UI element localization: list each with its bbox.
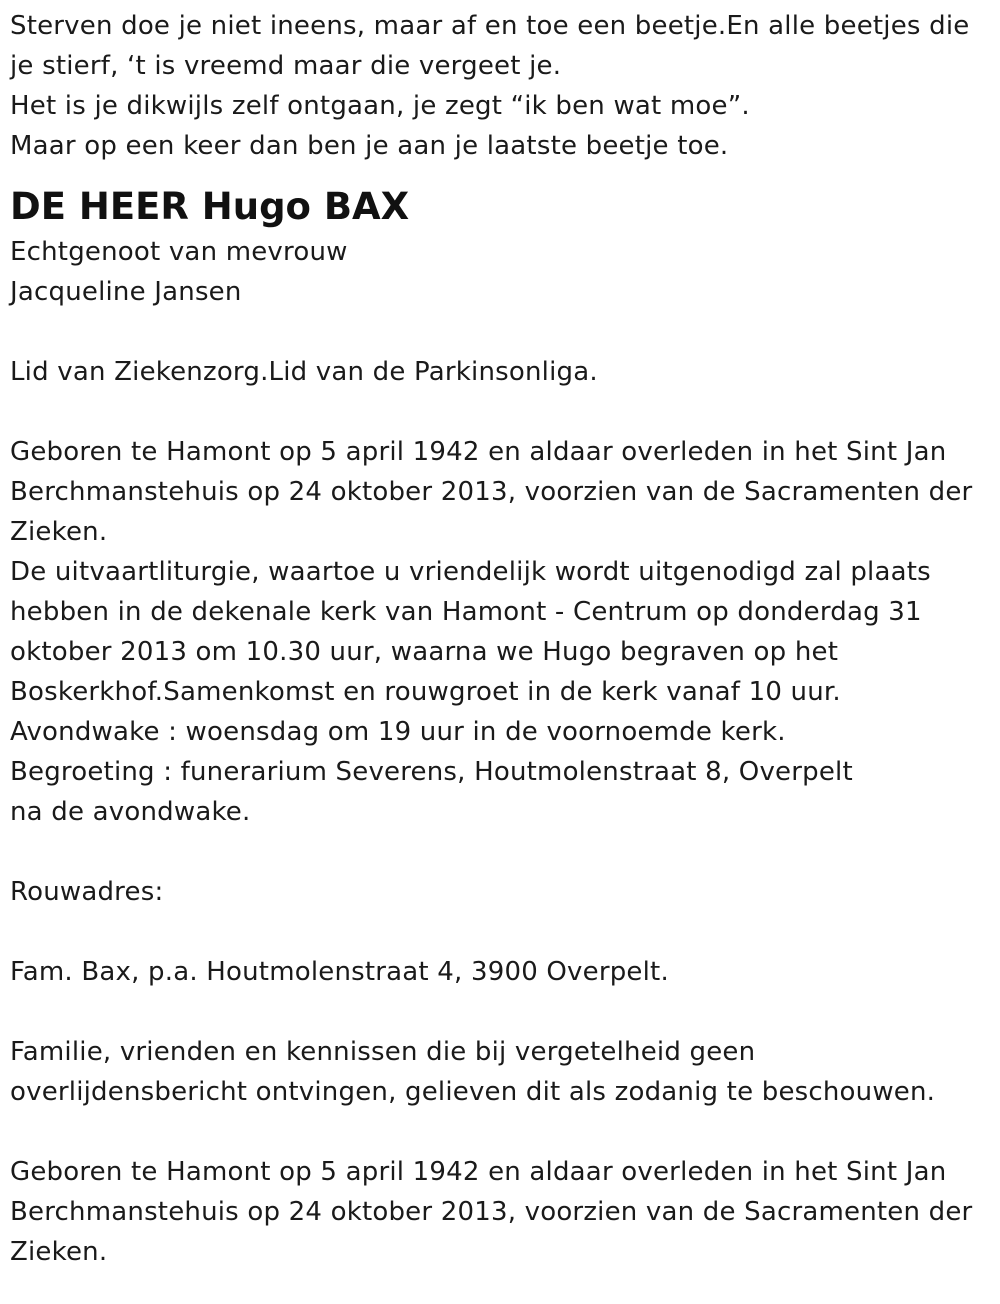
- notice-line: overlijdensbericht ontvingen, gelieven dit als zodanig te beschouwen.: [10, 1077, 936, 1107]
- repeat-line: Zieken.: [10, 1237, 108, 1267]
- announcement-line: Berchmanstehuis op 24 oktober 2013, voorzien van de Sacramenten der: [10, 477, 973, 507]
- announcement-line: Boskerkhof.Samenkomst en rouwgroet in de kerk vanaf 10 uur.: [10, 677, 841, 707]
- announcement-line: Geboren te Hamont op 5 april 1942 en aldaar overleden in het Sint Jan: [10, 437, 947, 467]
- announcement-line: De uitvaartliturgie, waartoe u vriendelijk wordt uitgenodigd zal plaats: [10, 557, 931, 587]
- spacer: [10, 832, 990, 872]
- poem-line: je stierf, ‘t is vreemd maar die vergeet je.: [10, 51, 562, 81]
- announcement-line: oktober 2013 om 10.30 uur, waarna we Hugo begraven op het: [10, 637, 839, 667]
- announcement-line: Avondwake : woensdag om 19 uur in de voornoemde kerk.: [10, 717, 786, 747]
- spacer: [10, 312, 990, 352]
- spouse-info: [10, 232, 990, 312]
- spacer: [10, 992, 990, 1032]
- announcement-line: na de avondwake.: [10, 797, 251, 827]
- spacer: [10, 392, 990, 432]
- address-label: Rouwadres:: [10, 877, 164, 907]
- repeat-announcement: [10, 1152, 990, 1272]
- poem-line: Sterven doe je niet ineens, maar af en toe een beetje.En alle beetjes die: [10, 11, 970, 41]
- spouse-line: Echtgenoot van mevrouw: [10, 237, 348, 267]
- notice-line: Familie, vrienden en kennissen die bij vergetelheid geen: [10, 1037, 756, 1067]
- poem: [10, 6, 990, 166]
- repeat-line: Geboren te Hamont op 5 april 1942 en aldaar overleden in het Sint Jan: [10, 1157, 947, 1187]
- mourning-address: Fam. Bax, p.a. Houtmolenstraat 4, 3900 Overpelt.: [10, 957, 669, 987]
- poem-line: Het is je dikwijls zelf ontgaan, je zegt “ik ben wat moe”.: [10, 91, 750, 121]
- poem-line: Maar op een keer dan ben je aan je laatste beetje toe.: [10, 131, 729, 161]
- obituary-document: [10, 6, 990, 1272]
- announcement-line: Begroeting : funerarium Severens, Houtmolenstraat 8, Overpelt: [10, 757, 853, 787]
- deceased-name-heading: DE HEER Hugo BAX: [10, 185, 410, 228]
- memberships: Lid van Ziekenzorg.Lid van de Parkinsonliga.: [10, 357, 598, 387]
- spacer: [10, 1112, 990, 1152]
- repeat-line: Berchmanstehuis op 24 oktober 2013, voorzien van de Sacramenten der: [10, 1197, 973, 1227]
- announcement-line: Zieken.: [10, 517, 108, 547]
- announcement: [10, 432, 990, 832]
- notice: [10, 1032, 990, 1112]
- spacer: [10, 912, 990, 952]
- spouse-name: Jacqueline Jansen: [10, 277, 242, 307]
- announcement-line: hebben in de dekenale kerk van Hamont - Centrum op donderdag 31: [10, 597, 922, 627]
